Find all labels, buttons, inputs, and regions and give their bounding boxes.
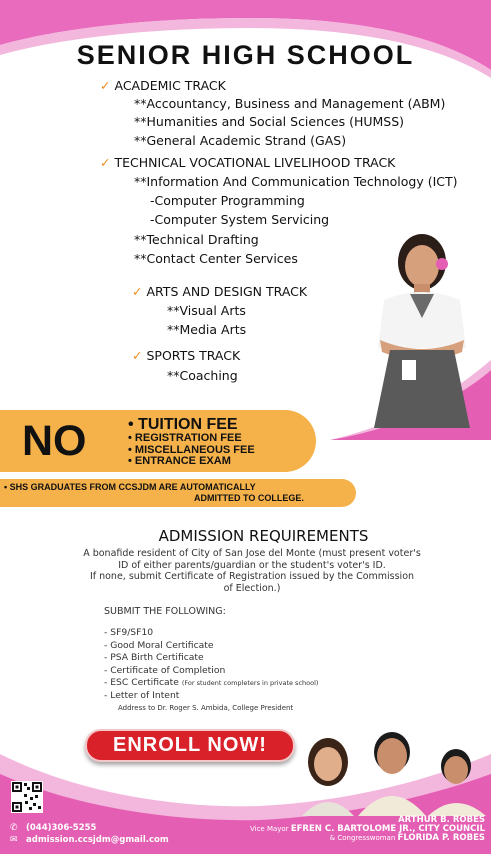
email-address[interactable]: admission.ccsjdm@gmail.com — [26, 835, 169, 845]
list-item: **Coaching — [167, 368, 238, 383]
list-item: **Visual Arts — [167, 303, 246, 318]
no-label: NO — [22, 417, 87, 465]
arts-track-heading: ✓ ARTS AND DESIGN TRACK — [132, 284, 308, 299]
phone-number[interactable]: (044)306-5255 — [26, 823, 97, 833]
list-item: **Information And Communication Technology (ICT) — [134, 174, 458, 189]
submit-heading: SUBMIT THE FOLLOWING: — [104, 606, 226, 617]
sports-track-heading: ✓ SPORTS TRACK — [132, 348, 241, 363]
list-item: - ESC Certificate (For student completers in private school) — [104, 677, 319, 688]
list-item: **Accountancy, Business and Management (ABM) — [134, 96, 446, 111]
list-item: **Technical Drafting — [134, 232, 259, 247]
list-item: -Computer System Servicing — [150, 212, 330, 227]
fee-list — [128, 416, 255, 468]
check-icon: ✓ — [100, 78, 111, 93]
mayor-name: ARTHUR B. ROBES — [398, 815, 485, 825]
academic-track-heading: ✓ ACADEMIC TRACK — [100, 78, 226, 93]
list-item: - Certificate of Completion — [104, 664, 226, 676]
list-item: **Media Arts — [167, 322, 247, 337]
qr-code-icon[interactable] — [11, 781, 43, 813]
check-icon: ✓ — [100, 155, 111, 170]
phone-icon: ✆ — [10, 823, 18, 833]
graduates-notice: • SHS GRADUATES FROM CCSJDM ARE AUTOMATICALLY ADMITTED TO COLLEGE. — [4, 482, 304, 503]
list-item: **Humanities and Social Sciences (HUMSS) — [134, 114, 405, 129]
contact-info — [10, 822, 169, 846]
list-item: - PSA Birth Certificate — [104, 652, 204, 663]
vice-mayor-name: EFREN C. BARTOLOME JR. — [290, 824, 413, 834]
list-item: **Contact Center Services — [134, 251, 298, 266]
admission-description: A bonafide resident of City of San Jose del Monte (must present voter's ID of either parents/guardian or the student's voter's ID. If none, submit Certificate of Registration issued by the Commission of Election.) — [83, 548, 421, 594]
requirements-list — [104, 627, 318, 715]
congresswoman-name: FLORIDA P. ROBES — [397, 833, 485, 843]
list-item: - Letter of Intent — [104, 689, 180, 701]
fee-item-miscellaneous: • MISCELLANEOUS FEE — [128, 443, 255, 456]
list-item: **General Academic Strand (GAS) — [134, 133, 347, 148]
tvl-track-heading: ✓ TECHNICAL VOCATIONAL LIVELIHOOD TRACK — [100, 155, 396, 170]
list-item: - SF9/SF10 — [104, 627, 154, 638]
letter-note: Address to Dr. Roger S. Ambida, College President — [118, 704, 294, 712]
check-icon: ✓ — [132, 284, 143, 299]
officials-photo — [296, 728, 491, 816]
admission-title: ADMISSION REQUIREMENTS — [158, 527, 369, 545]
esc-note: (For student completers in private school) — [181, 679, 319, 687]
email-icon: ✉ — [10, 835, 18, 845]
enroll-now-button[interactable]: ENROLL NOW! — [85, 729, 295, 762]
list-item: -Computer Programming — [150, 193, 305, 208]
page-title: SENIOR HIGH SCHOOL — [76, 40, 415, 70]
list-item: - Good Moral Certificate — [104, 639, 214, 651]
fee-item-registration: • REGISTRATION FEE — [128, 432, 242, 444]
officials-credits: ARTHUR B. ROBES Vice Mayor EFREN C. BARTOLOME JR., CITY COUNCIL & Congresswoman FLORIDA P. ROBES — [249, 815, 485, 843]
fee-item-entrance: • ENTRANCE EXAM — [128, 455, 231, 467]
student-photo — [362, 228, 482, 428]
fee-item-tuition: • TUITION FEE — [128, 416, 238, 433]
check-icon: ✓ — [132, 348, 143, 363]
